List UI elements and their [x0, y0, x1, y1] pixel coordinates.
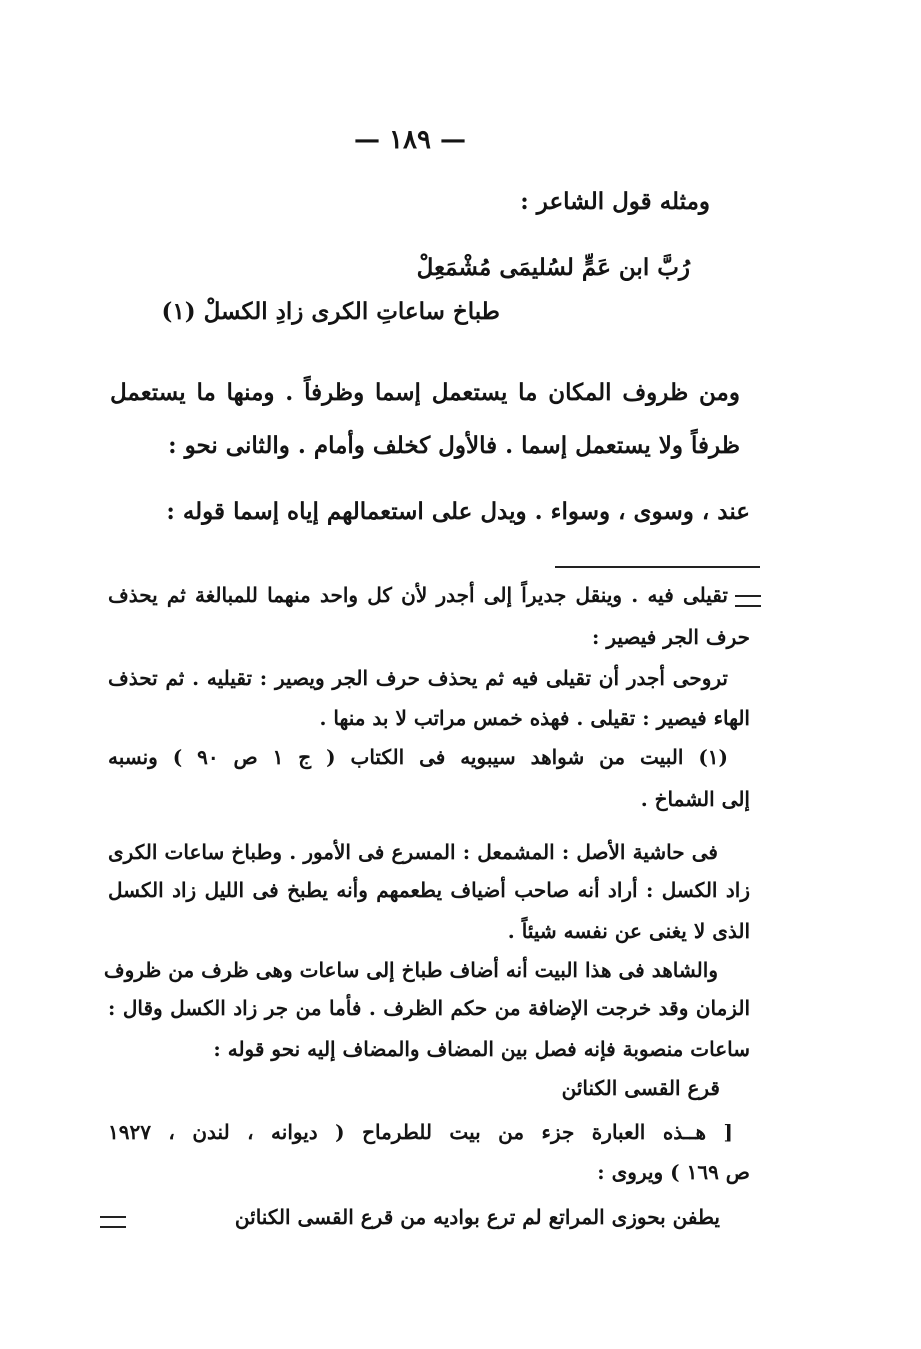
- footnote-line: الذى لا يغنى عن نفسه شيئاً .: [507, 919, 750, 943]
- intro-line: ومثله قول الشاعر :: [520, 188, 710, 215]
- verse-line-2: طباخ ساعاتِ الكرى زادِ الكسلْ (١): [161, 298, 500, 325]
- footnote-line: إلى الشماخ .: [640, 787, 750, 811]
- footnote-line: حرف الجر فيصير :: [591, 625, 750, 649]
- page-number: — ١٨٩ —: [353, 125, 467, 155]
- footnote-line: فى حاشية الأصل : المشمعل : المسرع فى الأمور . وطباخ ساعات الكرى: [108, 840, 718, 864]
- footnote-line: الهاء فيصير : تقيلى . فهذه خمس مراتب لا بد منها .: [319, 706, 750, 730]
- footnote-line: ساعات منصوبة فإنه فصل بين المضاف والمضاف إليه نحو قوله :: [213, 1037, 750, 1061]
- footnote-separator: [555, 566, 760, 568]
- paragraph-line: ظرفاً ولا يستعمل إسما . فالأول كخلف وأمام . والثانى نحو :: [168, 432, 740, 459]
- paragraph-line: عند ، وسوى ، وسواء . ويدل على استعمالهم إياه إسما قوله :: [166, 498, 750, 525]
- footnote-line: زاد الكسل : أراد أنه صاحب أضياف يطعمهم وأنه يطبخ فى الليل زاد الكسل: [108, 878, 750, 902]
- continuation-mark: [100, 1216, 126, 1228]
- footnote-line: الزمان وقد خرجت الإضافة من حكم الظرف . فأما من جر زاد الكسل وقال :: [108, 996, 750, 1020]
- verse-quote-line: يطفن بحوزى المراتع لم ترع بواديه من قرع القسى الكنائن: [234, 1205, 720, 1229]
- footnote-line: ص ١٦٩ ) ويروى :: [597, 1160, 750, 1184]
- paragraph-line: ومن ظروف المكان ما يستعمل إسما وظرفاً . ومنها ما يستعمل: [110, 379, 740, 406]
- footnote-line: تقيلى فيه . وينقل جديراً إلى أجدر لأن كل واحد منهما للمبالغة ثم يحذف: [108, 583, 728, 607]
- continuation-mark: [735, 595, 761, 607]
- footnote-line: [ هــذه العبارة جزء من بيت للطرماح ( ديوانه ، لندن ، ١٩٢٧: [108, 1120, 733, 1144]
- verse-line-1: رُبَّ ابن عَمٍّ لسُليمَى مُشْمَعِلْ: [416, 254, 690, 281]
- quote-line: قرع القسى الكنائن: [561, 1076, 720, 1100]
- footnote-line: (١) البيت من شواهد سيبويه فى الكتاب ( ج ١ ص ٩٠ ) ونسبه: [108, 745, 728, 769]
- footnote-line: والشاهد فى هذا البيت أنه أضاف طباخ إلى ساعات وهى ظرف من ظروف: [103, 958, 718, 982]
- footnote-line: تروحى أجدر أن تقيلى فيه ثم يحذف حرف الجر ويصير : تقيليه . ثم تحذف: [108, 666, 728, 690]
